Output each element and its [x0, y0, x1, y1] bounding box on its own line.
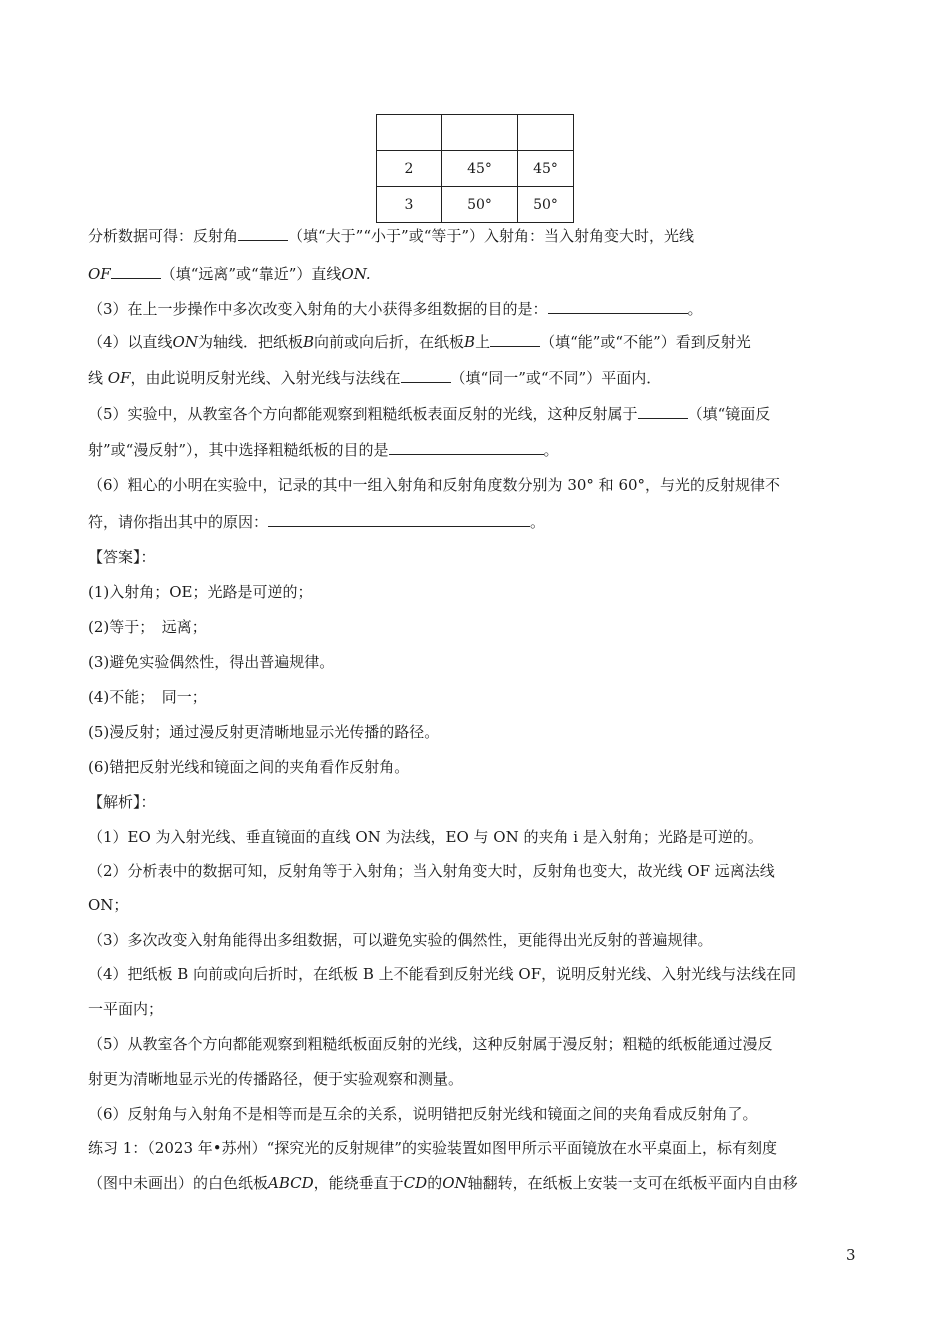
question-3: （3）在上一步操作中多次改变入射角的大小获得多组数据的目的是： 。 [88, 297, 868, 321]
practice-line-1: 练习 1：（2023 年•苏州）“探究光的反射规律”的实验装置如图甲所示平面镜放在水平桌面上，标有刻度 [88, 1139, 777, 1157]
analysis-line: ON； [88, 896, 129, 914]
answer-blank [548, 297, 688, 314]
answer-blank [238, 224, 288, 241]
answer-item: (5)漫反射；通过漫反射更清晰地显示光传播的路径。 [88, 723, 440, 741]
page-number: 3 [846, 1246, 856, 1264]
answer-item: (4)不能； 同一； [88, 688, 207, 706]
analysis-line: （1）EO 为入射光线、垂直镜面的直线 ON 为法线，EO 与 ON 的夹角 i 是入射角；光路是可逆的。 [88, 828, 763, 846]
answer-blank [268, 510, 530, 527]
table-cell: 50° [442, 187, 518, 223]
table-cell [377, 115, 442, 151]
question-5-line-2: 射”或“漫反射”），其中选择粗糙纸板的目的是 。 [88, 438, 868, 462]
analysis-line: （5）从教室各个方向都能观察到粗糙纸板面反射的光线，这种反射属于漫反射；粗糙的纸板能通过漫反 [88, 1035, 773, 1053]
question-2-line-1: 分析数据可得：反射角 （填“大于”“小于”或“等于”）入射角：当入射角变大时，光线 [88, 224, 868, 248]
analysis-line: （4）把纸板 B 向前或向后折时，在纸板 B 上不能看到反射光线 OF，说明反射光线、入射光线与法线在同 [88, 965, 797, 983]
table-row [377, 115, 574, 151]
question-2-line-2: OF （填“远离”或“靠近”）直线ON. [88, 262, 868, 286]
table-cell: 50° [518, 187, 574, 223]
table-cell [442, 115, 518, 151]
question-5-line-1: （5）实验中，从教室各个方向都能观察到粗糙纸板表面反射的光线，这种反射属于 （填“镜面反 [88, 402, 868, 426]
table-cell: 2 [377, 151, 442, 187]
table-cell: 45° [442, 151, 518, 187]
question-6-line-1: （6）粗心的小明在实验中，记录的其中一组入射角和反射角度数分别为 30° 和 60°，与光的反射规律不 [88, 476, 781, 494]
answer-item: (1)入射角；OE；光路是可逆的； [88, 583, 313, 601]
answer-heading: 【答案】： [88, 548, 156, 566]
analysis-line: （3）多次改变入射角能得出多组数据，可以避免实验的偶然性，更能得出光反射的普遍规律。 [88, 931, 713, 949]
answer-blank [111, 262, 161, 279]
analysis-heading: 【解析】： [88, 793, 156, 811]
table-cell: 3 [377, 187, 442, 223]
analysis-line: 射更为清晰地显示光的传播路径，便于实验观察和测量。 [88, 1070, 464, 1088]
answer-blank [401, 366, 451, 383]
analysis-line: （6）反射角与入射角不是相等而是互余的关系，说明错把反射光线和镜面之间的夹角看成反射角了。 [88, 1105, 758, 1123]
practice-line-2: （图中未画出）的白色纸板ABCD，能绕垂直于CD的ON轴翻转，在纸板上安装一支可在纸板平面内自由移 [88, 1174, 798, 1192]
data-table [376, 114, 574, 223]
answer-item: (3)避免实验偶然性，得出普遍规律。 [88, 653, 335, 671]
answer-blank [638, 402, 688, 419]
answer-item: (2)等于； 远离； [88, 618, 207, 636]
answer-blank [490, 330, 540, 347]
table-cell: 45° [518, 151, 574, 187]
question-4-line-2: 线 OF，由此说明反射光线、入射光线与法线在 （填“同一”或“不同”）平面内． [88, 366, 868, 390]
table-row [377, 187, 574, 223]
analysis-line: 一平面内； [88, 1000, 164, 1018]
question-4-line-1: （4）以直线ON为轴线．把纸板B向前或向后折，在纸板B上 （填“能”或“不能”）看到反射光 [88, 330, 868, 354]
question-6-line-2: 符，请你指出其中的原因： 。 [88, 510, 868, 534]
answer-blank [389, 438, 544, 455]
table-row [377, 151, 574, 187]
table-cell [518, 115, 574, 151]
analysis-line: （2）分析表中的数据可知，反射角等于入射角；当入射角变大时，反射角也变大，故光线 OF 远离法线 [88, 862, 775, 880]
answer-item: (6)错把反射光线和镜面之间的夹角看作反射角。 [88, 758, 410, 776]
